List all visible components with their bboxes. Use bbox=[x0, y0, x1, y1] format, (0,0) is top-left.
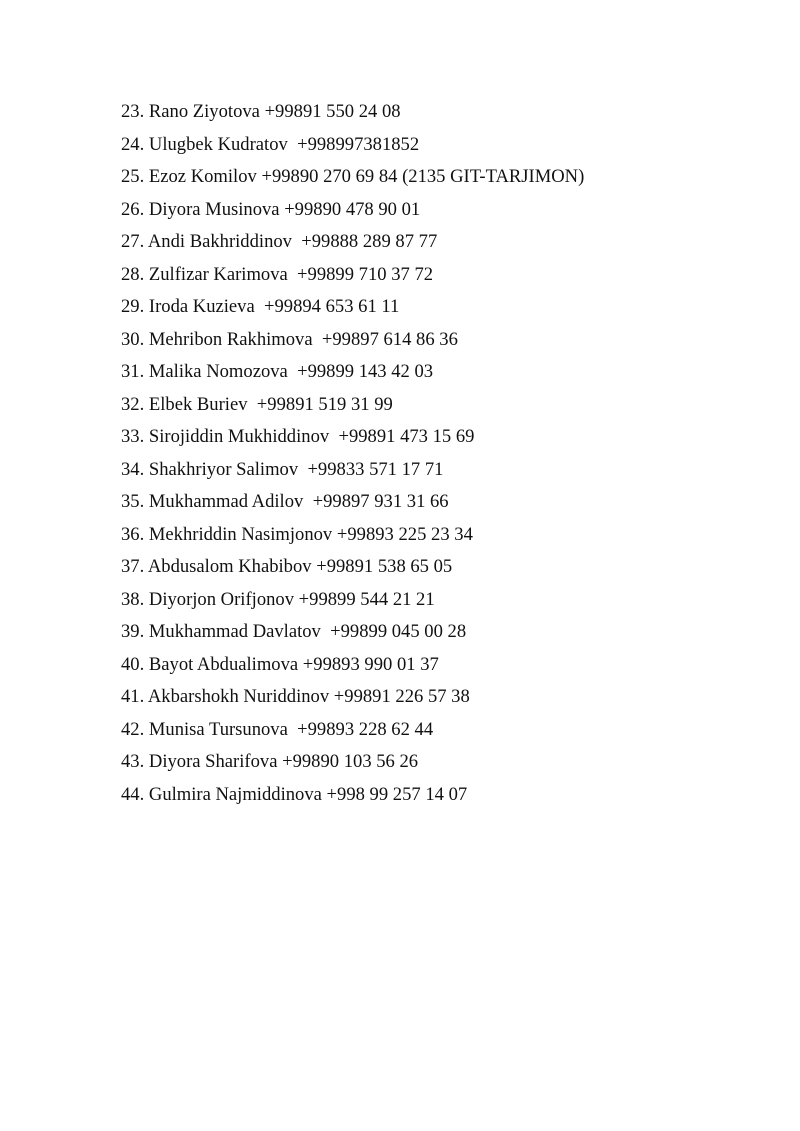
list-item: 33. Sirojiddin Mukhiddinov +99891 473 15 69 bbox=[121, 426, 475, 447]
list-item: 24. Ulugbek Kudratov +998997381852 bbox=[121, 133, 420, 155]
list-item: 42. Munisa Tursunova +99893 228 62 44 bbox=[121, 718, 434, 740]
list-item: 36. Mekhriddin Nasimjonov +99893 225 23 34 bbox=[121, 523, 473, 545]
list-item: 23. Rano Ziyotova +99891 550 24 08 bbox=[121, 101, 401, 122]
list-item: 37. Abdusalom Khabibov +99891 538 65 05 bbox=[121, 556, 453, 577]
list-item: 27. Andi Bakhriddinov +99888 289 87 77 bbox=[121, 231, 438, 252]
list-item: 25. Ezoz Komilov +99890 270 69 84 (2135 GIT-TARJIMON) bbox=[121, 166, 585, 187]
list-item: 43. Diyora Sharifova +99890 103 56 26 bbox=[121, 751, 419, 772]
list-item: 26. Diyora Musinova +99890 478 90 01 bbox=[121, 198, 421, 220]
contact-list bbox=[121, 96, 761, 811]
list-item: 28. Zulfizar Karimova +99899 710 37 72 bbox=[121, 263, 434, 285]
list-item: 31. Malika Nomozova +99899 143 42 03 bbox=[121, 361, 434, 382]
list-item: 44. Gulmira Najmiddinova +998 99 257 14 07 bbox=[121, 783, 468, 805]
list-item: 32. Elbek Buriev +99891 519 31 99 bbox=[121, 393, 393, 415]
list-item: 35. Mukhammad Adilov +99897 931 31 66 bbox=[121, 491, 449, 512]
list-item: 41. Akbarshokh Nuriddinov +99891 226 57 38 bbox=[121, 686, 470, 707]
list-item: 34. Shakhriyor Salimov +99833 571 17 71 bbox=[121, 458, 444, 480]
list-item: 38. Diyorjon Orifjonov +99899 544 21 21 bbox=[121, 588, 435, 610]
list-item: 29. Iroda Kuzieva +99894 653 61 11 bbox=[121, 296, 400, 317]
list-item: 39. Mukhammad Davlatov +99899 045 00 28 bbox=[121, 621, 467, 642]
list-item: 30. Mehribon Rakhimova +99897 614 86 36 bbox=[121, 328, 458, 350]
list-item: 40. Bayot Abdualimova +99893 990 01 37 bbox=[121, 653, 439, 675]
